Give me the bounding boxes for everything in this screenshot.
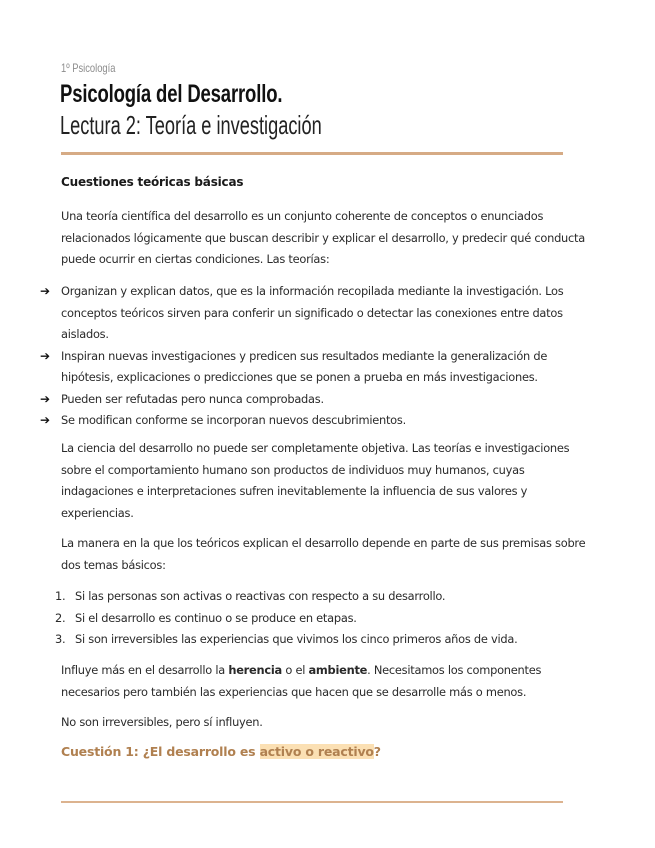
bold-term-herencia: herencia — [228, 663, 282, 677]
objectivity-paragraph: La ciencia del desarrollo no puede ser completamente objetiva. Las teorías e investigaciones sobre el comportamiento humano son productos de individuos muy humanos, cuyas indagaciones e interpretaciones sufren inevitablemente la influencia de sus valores y experiencias. — [61, 441, 570, 520]
list-text: Si el desarrollo es continuo o se produce en etapas. — [75, 610, 357, 625]
list-item — [50, 608, 595, 630]
bold-term-ambiente: ambiente — [308, 663, 368, 677]
heredity-environment-paragraph — [61, 660, 591, 703]
bullet-text: Organizan y explican datos, que es la información recopilada mediante la investigación. Los conceptos teóricos sirven para conferir un significado o detectar las conexiones entre datos aislados. — [61, 284, 564, 341]
bullet-text: Se modifican conforme se incorporan nuevos descubrimientos. — [61, 413, 406, 427]
text-run: . Necesitamos los componentes necesarios pero también las experiencias que hacen que se desarrolle más o menos. — [61, 663, 542, 699]
irreversibility-paragraph: No son irreversibles, pero sí influyen. — [61, 715, 263, 729]
list-number: 3. — [55, 632, 66, 646]
section-heading: Cuestiones teóricas básicas — [61, 175, 244, 189]
list-item — [40, 281, 595, 346]
list-item — [50, 586, 595, 608]
bullet-text: Pueden ser refutadas pero nunca comprobadas. — [61, 391, 324, 406]
list-text: Si las personas son activas o reactivas con respecto a su desarrollo. — [75, 589, 446, 603]
right-arrow-icon: ➔ — [40, 391, 50, 406]
right-arrow-icon: ➔ — [40, 348, 50, 363]
question-prefix: Cuestión 1: ¿El desarrollo es — [61, 744, 260, 759]
document-title: Psicología del Desarrollo. — [60, 80, 283, 108]
text-run: o el — [281, 663, 309, 677]
text-run: Influye más en el desarrollo la — [61, 663, 229, 677]
list-number: 1. — [55, 589, 66, 603]
list-number: 2. — [55, 610, 66, 625]
intro-paragraph: Una teoría científica del desarrollo es un conjunto coherente de conceptos o enunciados relacionados lógicamente que buscan describir y explicar el desarrollo, y predecir qué conducta puede ocurrir en ciertas condiciones. Las teorías: — [61, 209, 585, 266]
header-divider — [61, 152, 563, 155]
bullet-text: Inspiran nuevas investigaciones y predicen sus resultados mediante la generalización de hipótesis, explicaciones o predicciones que se ponen a prueba en más investigaciones. — [61, 348, 548, 384]
list-item — [40, 410, 595, 432]
right-arrow-icon: ➔ — [40, 413, 50, 427]
list-text: Si son irreversibles las experiencias que vivimos los cinco primeros años de vida. — [75, 632, 518, 646]
course-label: 1º Psicología — [61, 61, 116, 75]
basic-issues-list — [50, 586, 595, 651]
list-item — [40, 389, 595, 411]
question-highlight: activo o reactivo — [259, 744, 374, 759]
question-heading — [61, 744, 381, 759]
footer-divider — [61, 801, 563, 803]
premises-paragraph: La manera en la que los teóricos explican el desarrollo depende en parte de sus premisas sobre dos temas básicos: — [61, 536, 586, 572]
document-subtitle: Lectura 2: Teoría e investigación — [60, 110, 322, 140]
theory-bullet-list — [40, 281, 595, 432]
question-suffix: ? — [373, 744, 381, 759]
right-arrow-icon: ➔ — [40, 284, 50, 298]
list-item — [40, 346, 595, 389]
list-item — [50, 629, 595, 651]
